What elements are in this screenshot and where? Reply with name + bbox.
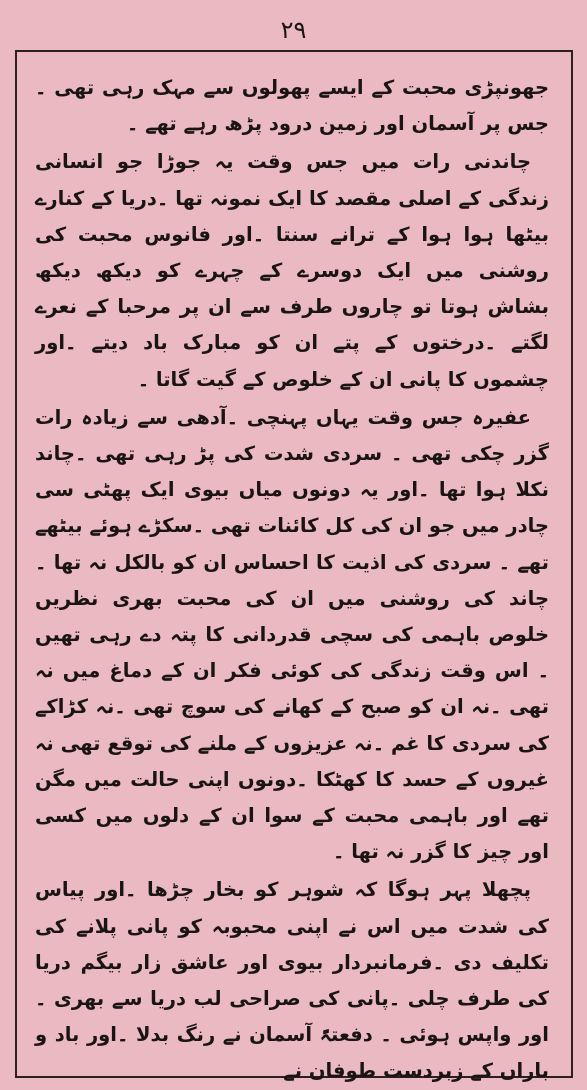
paragraph: عفیرہ جس وقت یہاں پہنچی ۔آدھی سے زیادہ رات گزر چکی تھی ۔ سردی شدت کی پڑ رہی تھی ۔چاند نکلا ہوا تھا ۔اور یہ دونوں میاں بیوی ایک پھٹی سی چادر میں جو ان کی کل کائنات تھی ۔سکڑے ہوئے بیٹھے تھے ۔ سردی کی اذیت کا احساس ان کو بالکل نہ تھا ۔چاند کی روشنی میں ان کی محبت بھری نظریں خلوص باہمی کی سچی قدردانی کا پتہ دے رہی تھیں ۔ اس وقت زندگی کی کوئی فکر ان کے دماغ میں نہ تھی ۔نہ ان کو صبح کے کھانے کی سوچ تھی ۔نہ کڑاکے کی سردی کا غم ۔نہ عزیزوں کے ملنے کی توقع تھی نہ غیروں کے حسد کا کھٹکا ۔دونوں اپنی حالت میں مگن تھے اور باہمی محبت کے سوا ان کے دلوں میں کسی اور چیز کا گزر نہ تھا ۔	[35, 405, 549, 864]
paragraph: چاندنی رات میں جس وقت یہ جوڑا جو انسانی زندگی کے اصلی مقصد کا ایک نمونہ تھا ۔دریا کے کنارے بیٹھا ہوا ہوا کے ترانے سنتا ۔اور فانوس محبت کی روشنی میں ایک دوسرے کے چہرے کو دیکھ دیکھ بشاش ہوتا تو چاروں طرف سے ان پر مرحبا کے نعرے لگتے ۔درختوں کے پتے ان کو مبارک باد دیتے ۔اور چشموں کا پانی ان کے خلوص کے گیت گاتا ۔	[35, 150, 549, 391]
text-body	[17, 52, 571, 1083]
text-frame	[15, 50, 573, 1083]
page-number: ۲۹	[280, 16, 307, 44]
paragraph: جھونپڑی محبت کے ایسے پھولوں سے مہک رہی تھی ۔جس پر آسمان اور زمین درود پڑھ رہے تھے ۔	[35, 76, 549, 136]
paragraph: پچھلا پہر ہوگا کہ شوہر کو بخار چڑھا ۔اور پیاس کی شدت میں اس نے اپنی محبوبہ کو پانی پلانے کی تکلیف دی ۔فرمانبردار بیوی اور عاشق زار بیگم دریا کی طرف چلی ۔پانی کی صراحی لب دریا سے بھری ۔اور واپس ہوئی ۔ دفعتہً آسمان نے رنگ بدلا ۔اور باد و باراں کے زبردست طوفان نے	[35, 878, 549, 1083]
